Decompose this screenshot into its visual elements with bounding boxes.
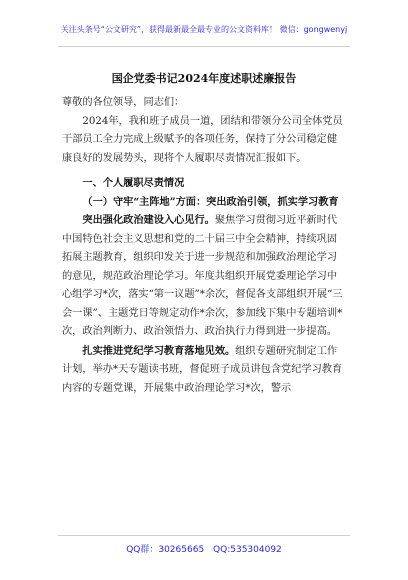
paragraph-2-lead: 扎实推进党纪学习教育落地见效。: [82, 344, 236, 357]
footer-divider: [58, 535, 350, 536]
header-note: 关注头条号“公文研究”，获得最新最全最专业的公文资料库！ 微信：gongwenyj: [60, 25, 348, 34]
paragraph-2-body: 组织专题研究制定工作计划，举办*天专题读书班，督促班子成员讲包含党纪学习教育内容的专题党课，开展集中政治理论学习*次，警示: [62, 345, 343, 394]
header-divider: [58, 46, 350, 47]
paragraph-1: [62, 211, 346, 342]
subsection-heading: （一）守牢“主阵地”方面：突出政治引领，抓实学习教育: [82, 195, 339, 208]
paragraph-1-body: 聚焦学习贯彻习近平新时代中国特色社会主义思想和党的二十届三中全会精神，持续巩固拓展主题教育，组织印发关于进一步规范和加强政治理论学习的意见，规范政治理论学习。年度共组织开展党委理论学习中心组学习*次，落实“第一议题”*余次，督促各支部组织开展“三会一课”、主题党日等规定动作*余次，参加线下集中专题培训*次，政治判断力、政治领悟力、政治执行力得到进一步提高。: [62, 215, 343, 337]
footer-qq: QQ:535304092: [213, 545, 282, 555]
paragraph-1-lead: 突出强化政治建设入心见行。: [82, 214, 215, 226]
footer-qq-group: QQ群：30265665: [126, 545, 205, 555]
intro-paragraph: 2024年，我和班子成员一道，团结和带领分公司全体党员干部员工全力完成上级赋予的各项任务，保持了分公司稳定健康良好的发展势头，现将个人履职尽责情况汇报如下。: [62, 115, 343, 164]
document-body: [62, 94, 346, 398]
document-title: 国企党委书记2024年度述职述廉报告: [111, 72, 297, 85]
salutation: 尊敬的各位领导，同志们：: [62, 97, 185, 108]
section-heading: 一、个人履职尽责情况: [82, 177, 185, 189]
paragraph-2: [62, 342, 346, 399]
footer: [0, 542, 408, 555]
